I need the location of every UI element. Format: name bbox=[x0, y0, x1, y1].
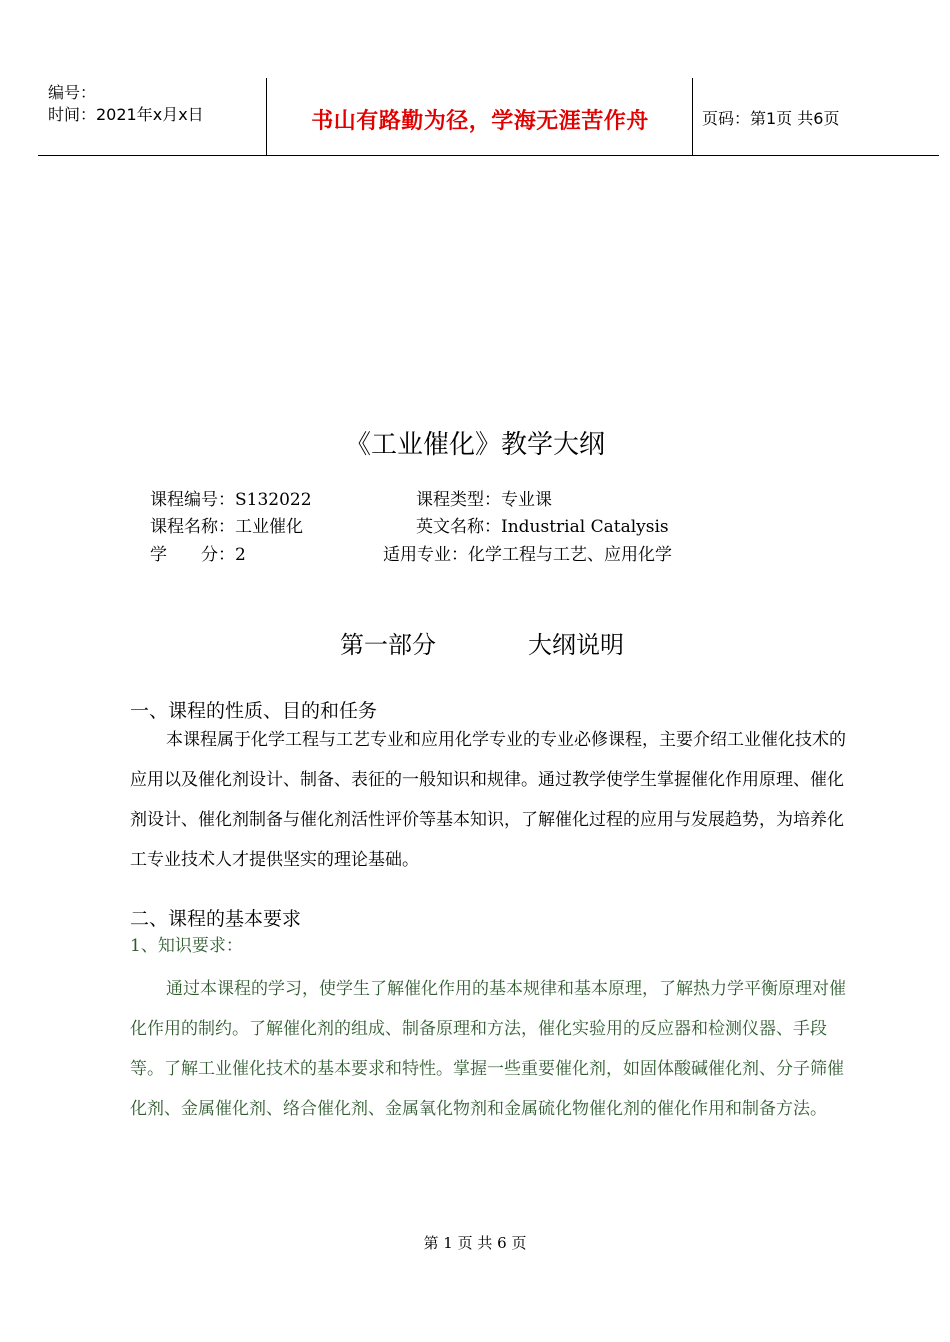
header-number-label: 编号： bbox=[48, 83, 97, 102]
course-credits: 学 分：2 bbox=[150, 545, 246, 565]
part-name: 大纲说明 bbox=[528, 631, 624, 659]
section1-body: 本课程属于化学工程与工艺专业和应用化学专业的专业必修课程，主要介绍工业催化技术的应用以及催化剂设计、制备、表征的一般知识和规律。通过教学使学生掌握催化作用原理、催化剂设计、催化剂制备与催化剂活性评价等基本知识，了解催化过程的应用与发展趋势，为培养化工专业技术人才提供坚实的理论基础。 bbox=[130, 730, 846, 870]
document-title: 《工业催化》教学大纲 bbox=[344, 430, 605, 460]
header-motto: 书山有路勤为径，学海无涯苦作舟 bbox=[311, 109, 649, 134]
section2-body: 通过本课程的学习，使学生了解催化作用的基本规律和基本原理，了解热力学平衡原理对催化作用的制约。了解催化剂的组成、制备原理和方法，催化实验用的反应器和检测仪器、手段等。了解工业催化技术的基本要求和特性。掌握一些重要催化剂，如固体酸碱催化剂、分子筛催化剂、金属催化剂、络合催化剂、金属氧化物剂和金属硫化物催化剂的催化作用和制备方法。 bbox=[130, 979, 846, 1119]
section2-subheading: 1、知识要求： bbox=[130, 936, 243, 956]
page-header bbox=[38, 78, 939, 156]
course-code: 课程编号：S132022 bbox=[150, 490, 312, 510]
part-label: 第一部分 bbox=[340, 631, 436, 659]
course-major: 适用专业：化学工程与工艺、应用化学 bbox=[383, 545, 672, 565]
course-name: 课程名称：工业催化 bbox=[150, 517, 303, 537]
header-time-label: 时间：2021年x月x日 bbox=[48, 105, 204, 124]
page-footer: 第 1 页 共 6 页 bbox=[423, 1234, 527, 1252]
section1-heading: 一、课程的性质、目的和任务 bbox=[130, 700, 378, 722]
course-english-name: 英文名称：Industrial Catalysis bbox=[416, 517, 669, 537]
course-type: 课程类型：专业课 bbox=[416, 490, 552, 510]
header-meta bbox=[48, 82, 204, 126]
section2-heading: 二、课程的基本要求 bbox=[130, 908, 302, 930]
header-page-info: 页码：第1页 共6页 bbox=[702, 109, 840, 128]
